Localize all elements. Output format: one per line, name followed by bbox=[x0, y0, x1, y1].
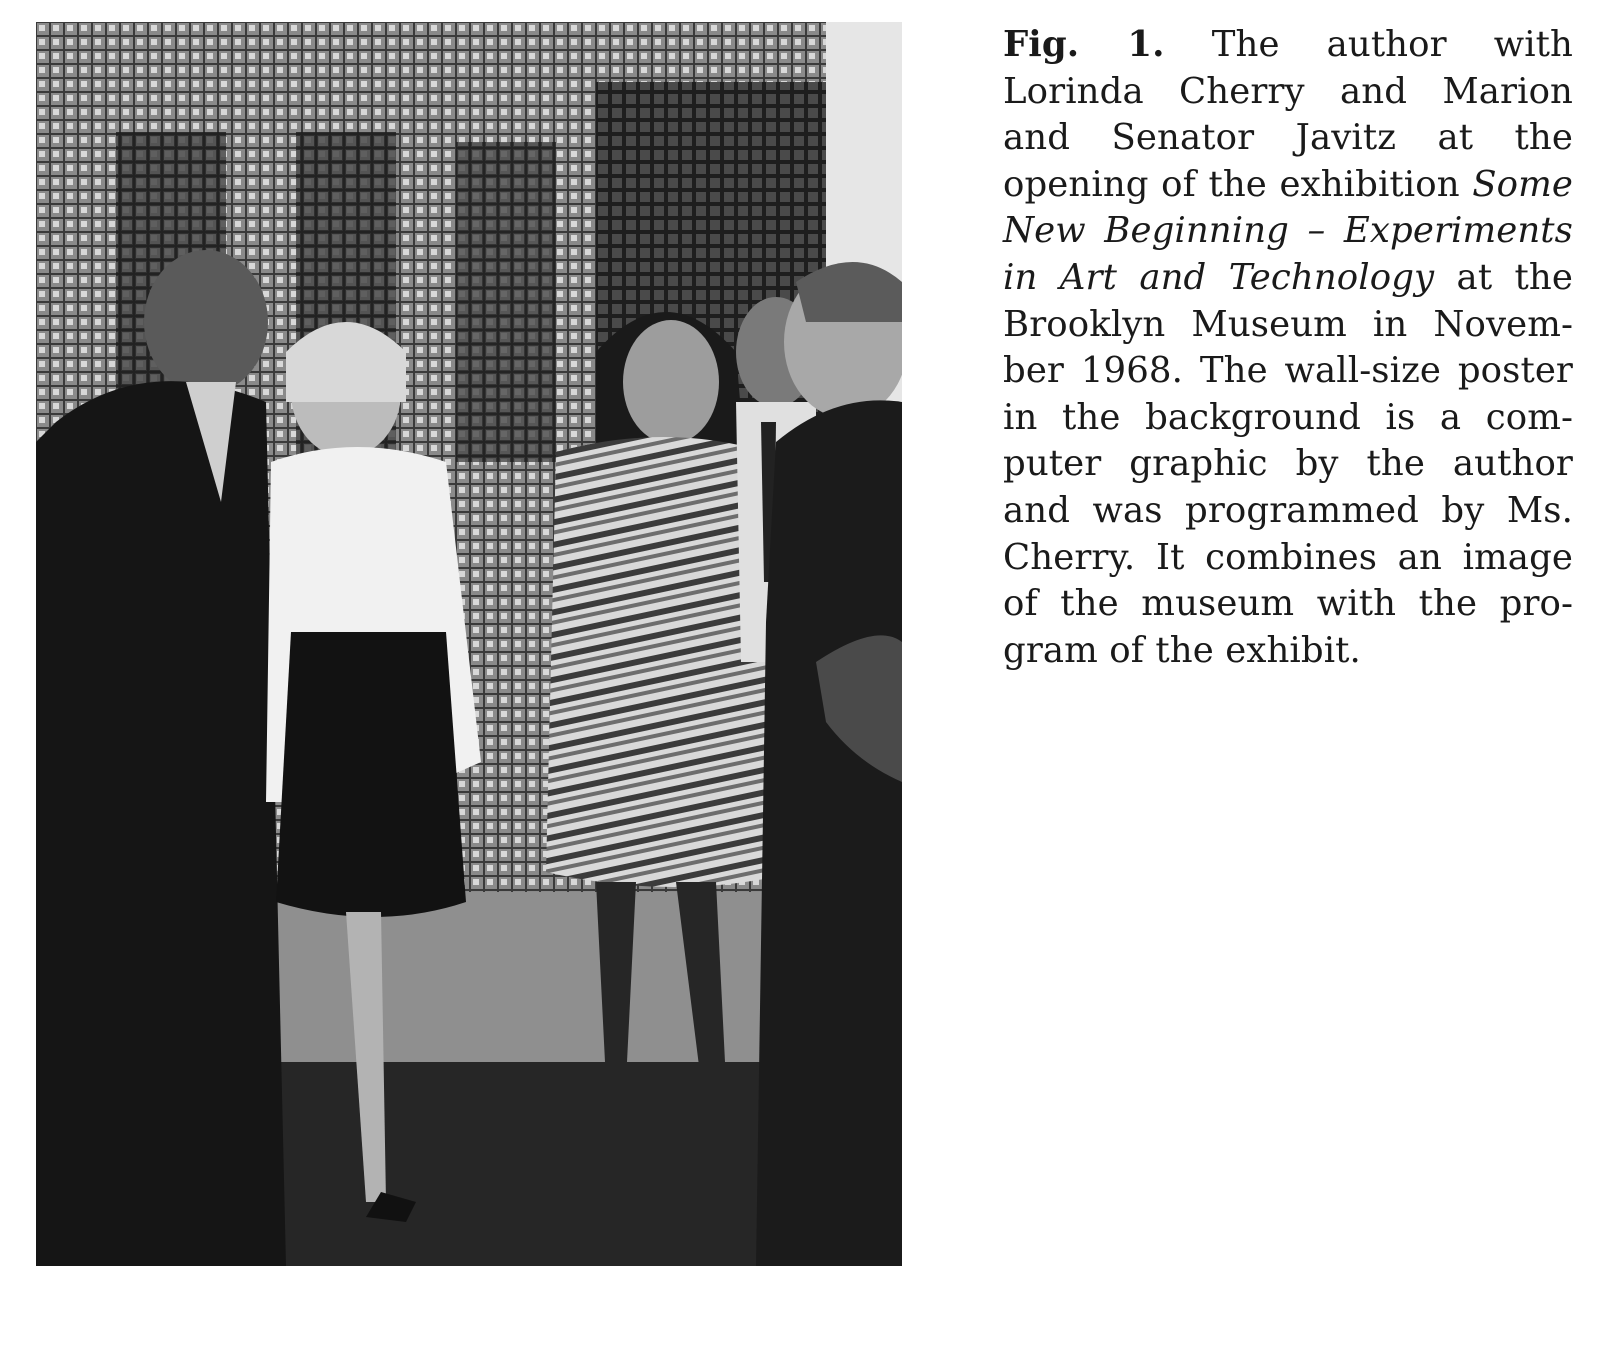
figure-label: Fig. 1. bbox=[1003, 24, 1165, 65]
figure-photograph bbox=[36, 22, 902, 1266]
exhibition-title: Some New Beginning – Experiments in Art and Technology bbox=[1003, 163, 1573, 298]
caption-text-part1: The author with Lorinda Cherry and Marion and Senator Javitz at the opening of the exhibition bbox=[1003, 24, 1573, 205]
figure-caption bbox=[1003, 22, 1573, 674]
caption-text-part2: at the Brooklyn Museum in November 1968. The wall-size poster in the background is a computer graphic by the author and was programmed by Ms. Cherry. It combines an image of the museum with the program of the exhibit. bbox=[1003, 256, 1574, 671]
photograph-image bbox=[36, 22, 902, 1266]
